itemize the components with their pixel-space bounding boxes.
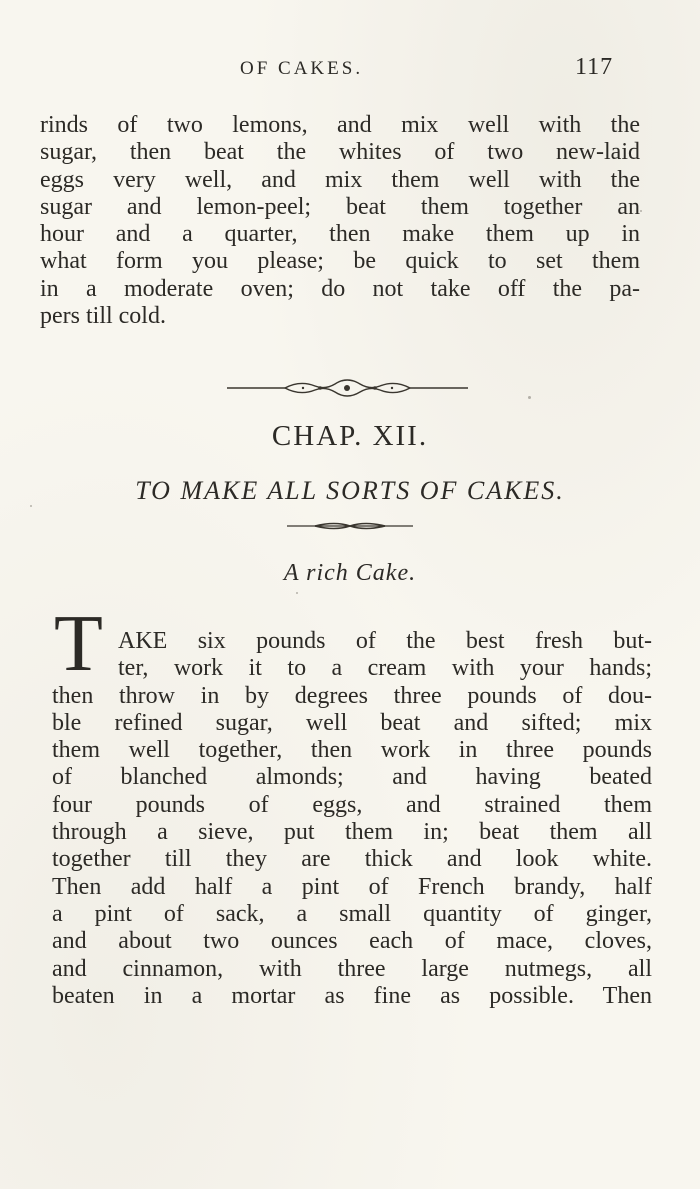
running-title: OF CAKES. <box>240 58 364 79</box>
chapter-title: TO MAKE ALL SORTS OF CAKES. <box>135 476 565 505</box>
text-line: and about two ounces each of mace, cloves, <box>52 928 652 955</box>
recipe-text <box>52 628 652 1010</box>
text-line: a pint of sack, a small quantity of ginger, <box>52 900 652 927</box>
text-line: of blanched almonds; and having beated <box>52 764 652 791</box>
text-line: four pounds of eggs, and strained them <box>52 791 652 818</box>
decorative-ornament <box>225 372 470 402</box>
page-number: 117 <box>575 54 614 80</box>
text-line: them well together, then work in three pounds <box>52 737 652 764</box>
text-line: together till they are thick and look white. <box>52 846 652 873</box>
paper-speck <box>30 505 32 507</box>
chapter-number: CHAP. XII. <box>271 420 429 452</box>
text-line: AKE six pounds of the best fresh but- <box>118 628 652 654</box>
text-line: beaten in a mortar as fine as possible. Then <box>52 982 652 1009</box>
text-line: eggs very well, and mix them well with the <box>40 166 640 193</box>
paper-speck <box>296 592 298 594</box>
paper-speck <box>528 396 531 399</box>
text-line: then throw in by degrees three pounds of dou- <box>52 682 652 709</box>
text-line: what form you please; be quick to set them <box>40 248 640 275</box>
drop-cap: T <box>54 600 103 688</box>
text-line: ter, work it to a cream with your hands; <box>118 655 652 682</box>
text-line: through a sieve, put them in; beat them all <box>52 819 652 846</box>
text-line: Then add half a pint of French brandy, half <box>52 873 652 900</box>
text-line: pers till cold. <box>40 303 166 330</box>
recipe-title: A rich Cake. <box>283 560 417 586</box>
text-line: hour and a quarter, then make them up in <box>40 221 640 248</box>
text-line: sugar and lemon-peel; beat them together an <box>40 193 640 220</box>
running-head <box>0 54 700 90</box>
text-line: in a moderate oven; do not take off the pa- <box>40 275 640 302</box>
text-line: and cinnamon, with three large nutmegs, all <box>52 955 652 982</box>
text-line: rinds of two lemons, and mix well with the <box>40 112 640 138</box>
text-line: ble refined sugar, well beat and sifted; mix <box>52 709 652 736</box>
paper-speck <box>640 210 642 212</box>
previous-recipe-text <box>40 112 640 330</box>
text-line: sugar, then beat the whites of two new-laid <box>40 139 640 166</box>
divider-ornament <box>285 518 415 534</box>
